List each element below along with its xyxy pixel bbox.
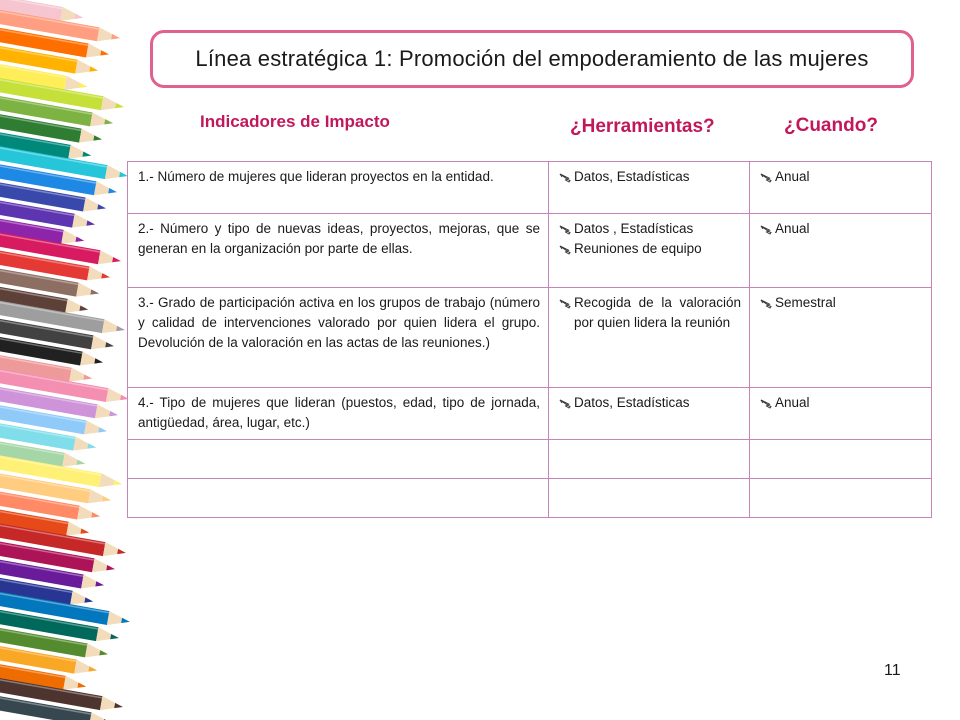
empty-cell xyxy=(549,440,750,479)
empty-cell xyxy=(128,440,549,479)
hand-pointer-icon xyxy=(559,223,571,235)
empty-cell xyxy=(549,479,750,518)
list-item: Datos, Estadísticas xyxy=(559,167,741,187)
table-row xyxy=(128,288,932,388)
list-item: Anual xyxy=(760,219,923,239)
hand-pointer-icon xyxy=(760,223,772,235)
empty-cell xyxy=(128,479,549,518)
corner-block xyxy=(876,688,960,720)
hand-pointer-icon xyxy=(760,171,772,183)
hand-pointer-icon xyxy=(559,397,571,409)
table-row xyxy=(128,162,932,214)
list-item: Anual xyxy=(760,393,923,413)
when-cell xyxy=(750,288,932,388)
hand-pointer-icon xyxy=(559,171,571,183)
hand-pointer-icon xyxy=(559,243,571,255)
title-box xyxy=(150,30,914,88)
list-item: Semestral xyxy=(760,293,923,313)
when-cell xyxy=(750,388,932,440)
indicator-cell: 1.- Número de mujeres que lideran proyectos en la entidad. xyxy=(128,162,549,214)
colored-pencils-decoration xyxy=(0,0,135,720)
table-row xyxy=(128,214,932,288)
page-title: Línea estratégica 1: Promoción del empoderamiento de las mujeres xyxy=(195,46,869,71)
when-cell xyxy=(750,162,932,214)
list-item: Datos , Estadísticas xyxy=(559,219,741,239)
list-item: Datos, Estadísticas xyxy=(559,393,741,413)
indicator-cell: 4.- Tipo de mujeres que lideran (puestos, edad, tipo de jornada, antigüedad, área, lugar, etc.) xyxy=(128,388,549,440)
hand-pointer-icon xyxy=(559,297,571,309)
empty-cell xyxy=(750,479,932,518)
hand-pointer-icon xyxy=(760,397,772,409)
table-row xyxy=(128,388,932,440)
indicator-cell: 3.- Grado de participación activa en los grupos de trabajo (número y calidad de intervenciones valorado por quien lidera el grupo. Devolución de la valoración en las actas de las reuniones.) xyxy=(128,288,549,388)
list-item: Anual xyxy=(760,167,923,187)
indicator-cell: 2.- Número y tipo de nuevas ideas, proyectos, mejoras, que se generan en la organización por parte de ellas. xyxy=(128,214,549,288)
tools-cell xyxy=(549,288,750,388)
tools-cell xyxy=(549,214,750,288)
list-item: Reuniones de equipo xyxy=(559,239,741,259)
table-row-empty xyxy=(128,479,932,518)
header-herramientas: ¿Herramientas? xyxy=(570,116,715,137)
empty-cell xyxy=(750,440,932,479)
table-row-empty xyxy=(128,440,932,479)
tools-cell xyxy=(549,162,750,214)
indicators-table xyxy=(127,161,932,518)
page-number: 11 xyxy=(884,662,901,679)
tools-cell xyxy=(549,388,750,440)
header-indicadores: Indicadores de Impacto xyxy=(200,112,390,131)
header-cuando: ¿Cuando? xyxy=(784,115,878,136)
hand-pointer-icon xyxy=(760,297,772,309)
list-item: Recogida de la valoración por quien lidera la reunión xyxy=(559,293,741,333)
when-cell xyxy=(750,214,932,288)
